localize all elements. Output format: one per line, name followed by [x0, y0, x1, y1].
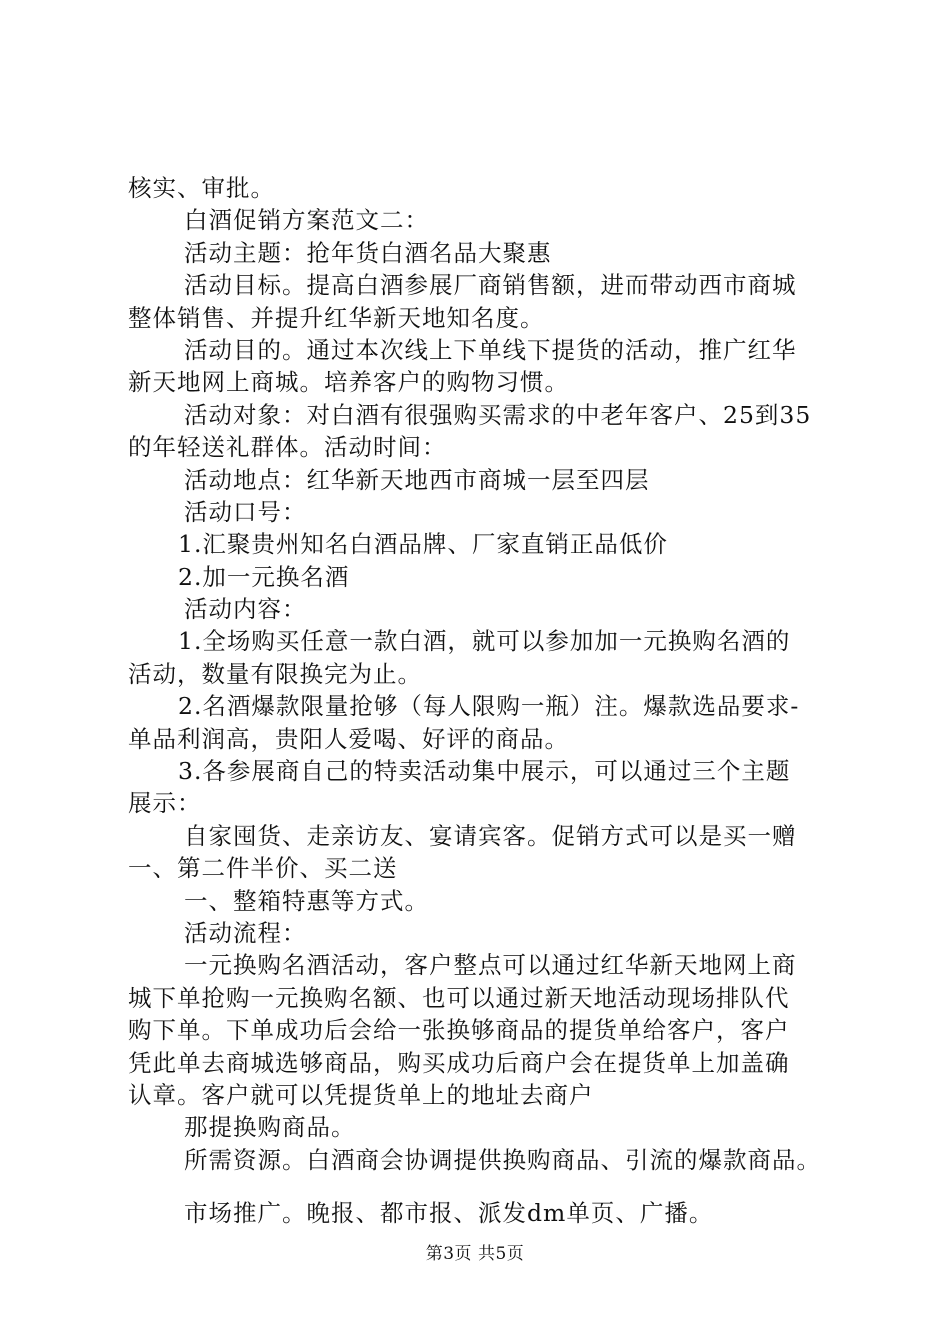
text-line: 凭此单去商城选够商品，购买成功后商户会在提货单上加盖确: [128, 1048, 790, 1077]
text-line: 展示：: [128, 789, 202, 818]
text-line: 的年轻送礼群体。活动时间：: [128, 433, 447, 462]
page-footer: [0, 1243, 950, 1265]
text-line: 活动目标。提高白酒参展厂商销售额，进而带动西市商城: [184, 271, 797, 300]
text-line: 活动地点：红华新天地西市商城一层至四层: [184, 465, 650, 494]
text-line: 活动口号：: [184, 497, 307, 526]
page-number: 第3页 共5页: [425, 1244, 525, 1264]
text-line: 新天地网上商城。培养客户的购物习惯。: [128, 368, 569, 397]
text-line: 购下单。下单成功后会给一张换够商品的提货单给客户，客户: [128, 1016, 790, 1045]
list-item: 3.各参展商自己的特卖活动集中展示，可以通过三个主题: [178, 757, 791, 786]
text-line: 市场推广。晚报、都市报、派发dm单页、广播。: [184, 1199, 714, 1228]
text-line: 活动对象：对白酒有很强购买需求的中老年客户、25到35: [184, 400, 812, 429]
text-line: 那提换购商品。: [184, 1113, 356, 1142]
text-line: 活动内容：: [184, 595, 307, 624]
section-heading: 白酒促销方案范文二：: [184, 206, 429, 235]
list-item: 2.名酒爆款限量抢够（每人限购一瓶）注。爆款选品要求-: [178, 692, 800, 721]
text-line: 活动主题：抢年货白酒名品大聚惠: [184, 238, 552, 267]
list-item: 2.加一元换名酒: [178, 562, 350, 591]
document-body: [128, 172, 840, 1230]
text-line: 整体销售、并提升红华新天地知名度。: [128, 303, 545, 332]
text-line: 活动，数量有限换完为止。: [128, 659, 422, 688]
text-line: 一、整箱特惠等方式。: [184, 886, 429, 915]
text-line: 活动目的。通过本次线上下单线下提货的活动，推广红华: [184, 335, 797, 364]
list-item: 1.汇聚贵州知名白酒品牌、厂家直销正品低价: [178, 530, 668, 559]
text-line: 一元换购名酒活动，客户整点可以通过红华新天地网上商: [184, 951, 797, 980]
text-line: 单品利润高，贵阳人爱喝、好评的商品。: [128, 724, 569, 753]
text-line: 认章。客户就可以凭提货单上的地址去商户: [128, 1080, 594, 1109]
text-line: 核实、审批。: [128, 174, 275, 202]
text-line: 活动流程：: [184, 918, 307, 947]
text-line: 城下单抢购一元换购名额、也可以通过新天地活动现场排队代: [128, 983, 790, 1012]
text-line: 一、第二件半价、买二送: [128, 854, 398, 883]
text-line: 自家囤货、走亲访友、宴请宾客。促销方式可以是买一赠: [184, 821, 797, 850]
text-line: 所需资源。白酒商会协调提供换购商品、引流的爆款商品。: [184, 1145, 821, 1174]
list-item: 1.全场购买任意一款白酒，就可以参加加一元换购名酒的: [178, 627, 791, 656]
